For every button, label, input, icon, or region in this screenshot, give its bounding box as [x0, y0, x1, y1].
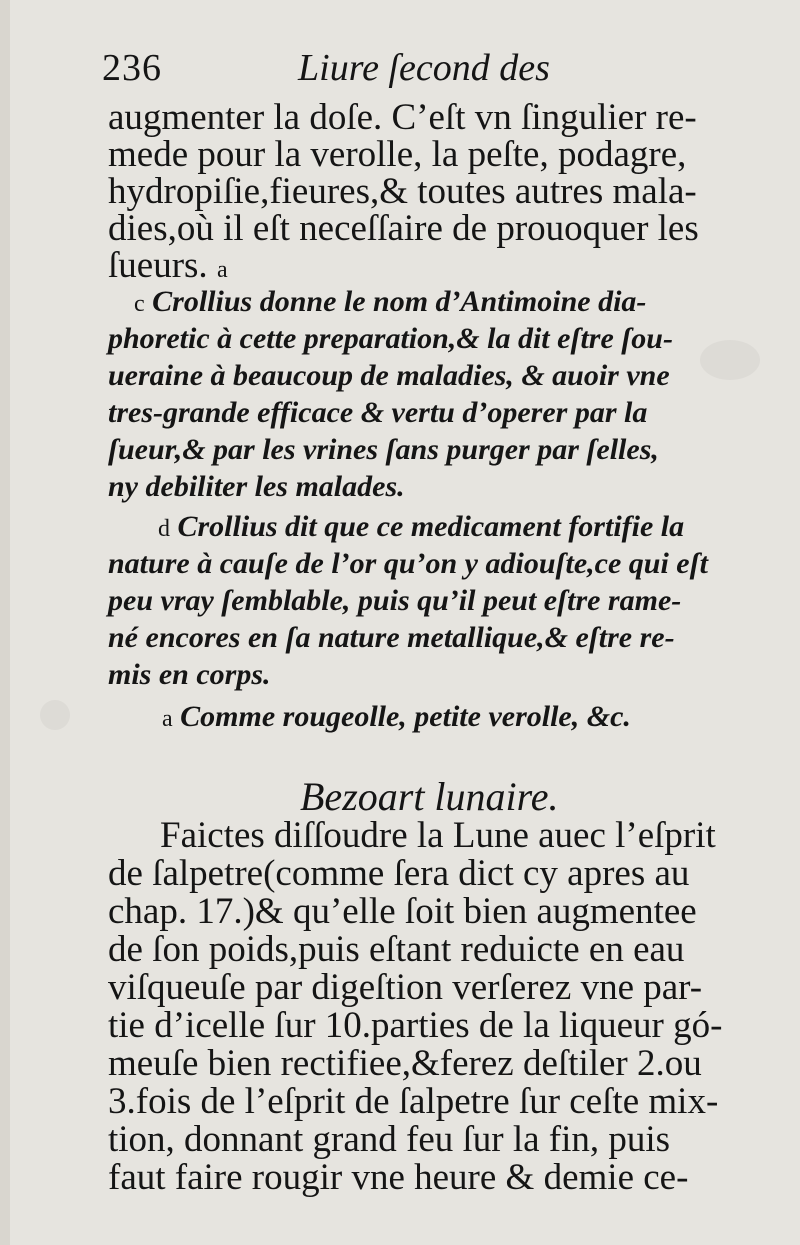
running-title: Liure ſecond des [298, 47, 550, 89]
note-text: Crollius donne le nom d’Antimoine dia- [152, 285, 647, 318]
text-line: augmenter la doſe. C’eſt vn ſingulier re- [108, 97, 697, 138]
body-line: tion, donnant grand feu ſur la fin, puis [108, 1119, 671, 1160]
body-line: 3.fois de l’eſprit de ſalpetre ſur ceſte mix- [108, 1081, 719, 1122]
note-text: Crollius dit que ce medicament fortifie la [177, 510, 685, 543]
note-d-line: peu vray ſemblable, puis qu’il peut eſtre rame- [108, 584, 682, 617]
text-line: mede pour la verolle, la peſte, podagre, [108, 134, 687, 175]
body-line: faut faire rougir vne heure & demie ce- [108, 1157, 689, 1198]
text-line: hydropiſie,fieures,& toutes autres mala- [108, 171, 697, 212]
body-line: meuſe bien rectifiee,&ferez deſtiler 2.ou [108, 1043, 702, 1084]
body-line: de ſalpetre(comme ſera dict cy apres au [108, 853, 690, 894]
note-marker: a [216, 257, 228, 283]
body-line: viſqueuſe par digeſtion verſerez vne par- [108, 967, 703, 1008]
paper-stain [40, 700, 70, 730]
note-d-line: nature à cauſe de l’or qu’on y adiouſte,ce qui eſt [108, 547, 708, 580]
text-fragment: ſueurs. [108, 245, 208, 286]
body-line: chap. 17.)& qu’elle ſoit bien augmentee [108, 891, 697, 932]
note-c-line: ueraine à beaucoup de maladies, & auoir vne [108, 359, 670, 392]
note-d-line: mis en corps. [108, 658, 271, 691]
note-c-line: phoretic à cette preparation,& la dit eſtre ſou- [108, 322, 673, 355]
note-marker: d [158, 516, 170, 542]
page-header [102, 46, 702, 94]
text-line: dies,où il eſt neceſſaire de prouoquer les [108, 208, 699, 249]
note-d-line [158, 510, 758, 544]
page-edge [0, 0, 10, 1245]
text-line [108, 244, 708, 287]
note-c-line: ny debiliter les malades. [108, 470, 405, 503]
note-text: Comme rougeolle, petite verolle, &c. [180, 700, 631, 733]
page-number: 236 [102, 47, 162, 89]
note-marker: a [162, 706, 173, 732]
body-line: tie d’icelle ſur 10.parties de la liqueur gó- [108, 1005, 723, 1046]
note-c-line: tres-grande efficace & vertu d’operer par la [108, 396, 648, 429]
note-c-line [134, 285, 734, 319]
body-line: Faictes diſſoudre la Lune auec l’eſprit [160, 815, 716, 856]
note-d-line: né encores en ſa nature metallique,& eſtre re- [108, 621, 675, 654]
note-a-line [162, 700, 762, 734]
note-marker: c [134, 291, 145, 317]
paper-stain [700, 340, 760, 380]
section-heading: Bezoart lunaire. [300, 774, 559, 819]
body-line: de ſon poids,puis eſtant reduicte en eau [108, 929, 685, 970]
note-c-line: ſueur,& par les vrines ſans purger par ſelles, [108, 433, 659, 466]
